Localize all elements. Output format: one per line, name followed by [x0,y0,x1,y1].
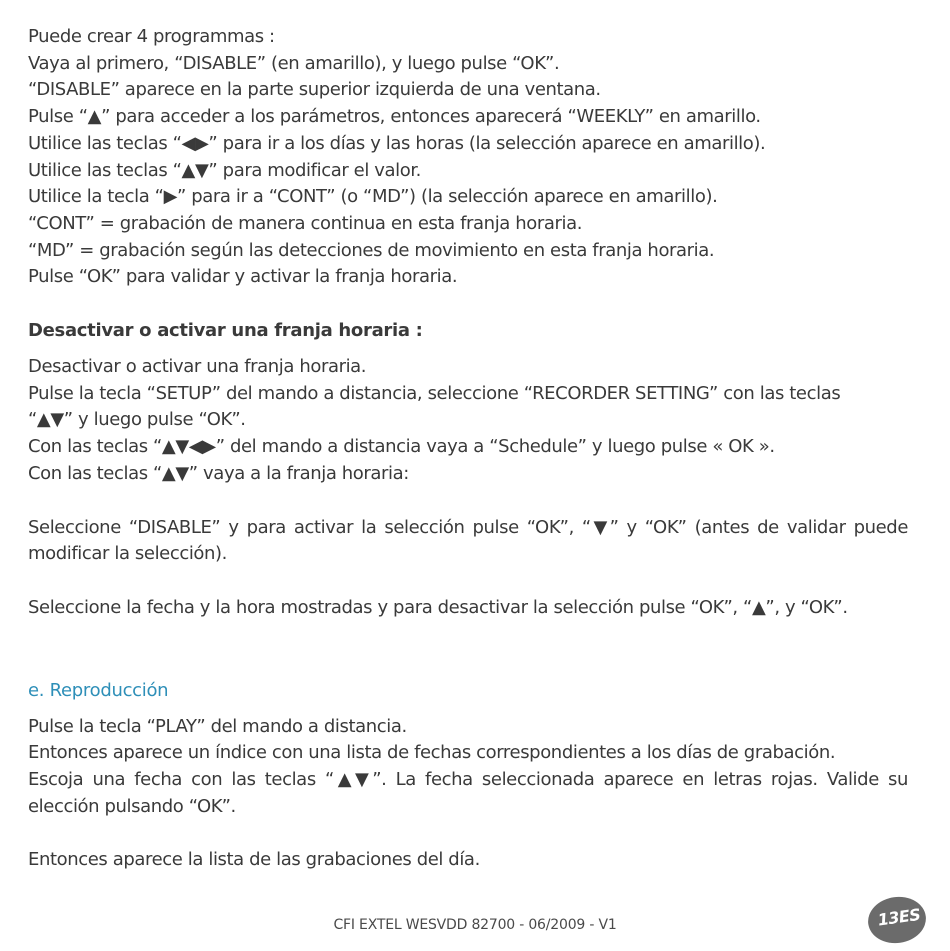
intro-line: Utilice las teclas “◀▶” para ir a los días y las horas (la selección aparece en amarillo). [28,132,766,154]
desactivar-line: Con las teclas “▲▼” vaya a la franja horaria: [28,462,409,484]
footer-text: CFI EXTEL WESVDD 82700 - 06/2009 - V1 [333,917,617,933]
page-number: 13ES [876,904,922,930]
desactivar-line: Desactivar o activar una franja horaria. [28,356,367,378]
document-body [28,24,908,874]
desactivar-line: Con las teclas “▲▼◀▶” del mando a distancia vaya a “Schedule” y luego pulse « OK ». [28,436,775,458]
intro-line: Vaya al primero, “DISABLE” (en amarillo), y luego pulse “OK”. [28,52,560,74]
intro-line: Pulse “▲” para acceder a los parámetros, entonces aparecerá “WEEKLY” en amarillo. [28,106,761,128]
section-heading: Desactivar o activar una franja horaria : [28,320,423,342]
repro-line: Entonces aparece un índice con una lista de fechas correspondientes a los días de grabación. [28,742,836,764]
intro-line: Puede crear 4 programmas : [28,26,275,47]
repro-line: Entonces aparece la lista de las grabaciones del día. [28,849,480,871]
intro-line: Pulse “OK” para validar y activar la franja horaria. [28,266,458,288]
paragraph-fecha: Seleccione la fecha y la hora mostradas y para desactivar la selección pulse “OK”, “▲”, y “OK”. [28,596,848,618]
page-number-badge [865,893,929,947]
repro-paragraph: Escoja una fecha con las teclas “▲▼”. La fecha seleccionada aparece en letras rojas. Valide su elección pulsando “OK”. [28,769,908,817]
intro-line: Utilice la tecla “▶” para ir a “CONT” (o “MD”) (la selección aparece en amarillo). [28,186,718,208]
intro-line: Utilice las teclas “▲▼” para modificar el valor. [28,159,422,181]
intro-line: “MD” = grabación según las detecciones de movimiento en esta franja horaria. [28,239,715,261]
desactivar-line: “▲▼” y luego pulse “OK”. [28,409,246,431]
section-title-reproduccion: e. Reproducción [28,679,169,701]
intro-line: “CONT” = grabación de manera continua en esta franja horaria. [28,212,583,234]
paragraph-disable: Seleccione “DISABLE” y para activar la selección pulse “OK”, “▼” y “OK” (antes de validar puede modificar la selección). [28,516,908,565]
intro-line: “DISABLE” aparece en la parte superior izquierda de una ventana. [28,79,601,101]
desactivar-line: Pulse la tecla “SETUP” del mando a distancia, seleccione “RECORDER SETTING” con las teclas [28,382,841,404]
repro-line: Pulse la tecla “PLAY” del mando a distancia. [28,715,407,737]
